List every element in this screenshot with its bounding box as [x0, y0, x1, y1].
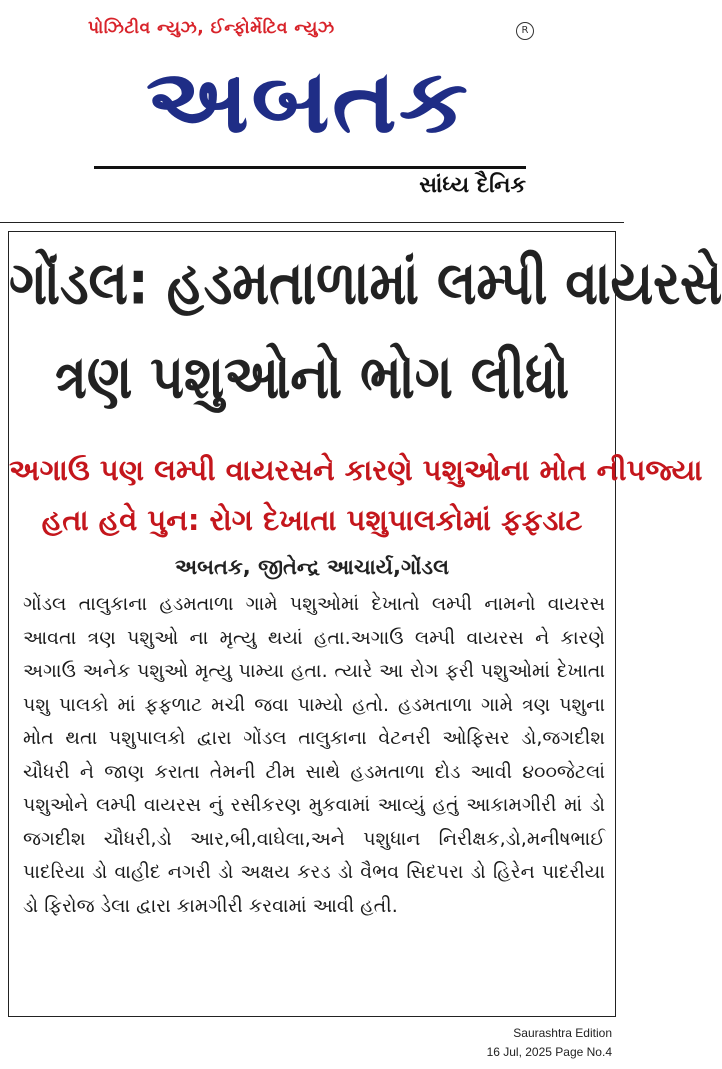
article-box: [8, 231, 722, 1017]
subheadline-line-2: હતા હવે પુન: રોગ દેખાતા પશુપાલકોમાં ફફડાટ: [41, 503, 583, 537]
masthead-divider: [0, 222, 624, 223]
masthead-tagline: પોઝિટીવ ન્યુઝ, ઈન્ફોર્મેટિવ ન્યુઝ: [88, 18, 335, 38]
headline-line-1: ગોંડલ: હડમતાળામાં લમ્પી વાયરસે: [9, 249, 722, 319]
article-body: ગોંડલ તાલુકાના હડમતાળા ગામે પશુઓમાં દેખાતો લમ્પી નામનો વાયરસ આવતા ત્રણ પશુઓ ના મૃત્યુ થયાં હતા.અગાઉ લમ્પી વાયરસ ને કારણે અગાઉ અનેક પશુઓ મૃત્યુ પામ્યા હતા. ત્યારે આ રોગ ફરી પશુઓમાં દેખાતા પશુ પાલકો માં ફફળાટ મચી જવા પામ્યો હતો. હડમતાળા ગામે ત્રણ પશુના મોત થતા પશુપાલકો દ્વારા ગોંડલ તાલુકાના વેટનરી ઓફિસર ડો,જગદીશ ચૌધરી ને જાણ કરાતા તેમની ટીમ સાથે હડમતાળા દોડ આવી ૪૦૦જેટલાં પશુઓને લમ્પી વાયરસ નું રસીકરણ મુકવામાં આવ્યું હતું આકામગીરી માં ડો જગદીશ ચૌધરી,ડો આર,બી,વાઘેલા,અને પશુધાન નિરીક્ષક,ડો,મનીષભાઈ પાદરિયા ડો વાહીદ નગરી ડો અક્ષય કરડ ડો વૈભવ સિદપરા ડો હિરેન પાદરીયા ડો ફિરોજ ડેલા દ્વારા કામગીરી કરવામાં આવી હતી.: [23, 593, 605, 917]
byline: અબતક, જીતેન્દ્ર આચાર્ય,ગોંડલ: [175, 555, 449, 579]
registered-trademark-icon: R: [516, 22, 534, 40]
masthead: [0, 0, 624, 222]
headline-line-2: ત્રણ પશુઓનો ભોગ લીધો: [54, 343, 570, 413]
newspaper-logo: અબતક: [145, 50, 471, 154]
subheadline-line-1: અગાઉ પણ લમ્પી વાયરસને કારણે પશુઓના મોત નીપજ્યા: [9, 453, 703, 487]
footer-edition: Saurashtra Edition: [513, 1026, 612, 1040]
logo-underline: [94, 166, 526, 169]
edition-tag: સાંધ્ય દૈનિક: [419, 173, 526, 198]
footer-date-page: 16 Jul, 2025 Page No.4: [486, 1045, 612, 1059]
